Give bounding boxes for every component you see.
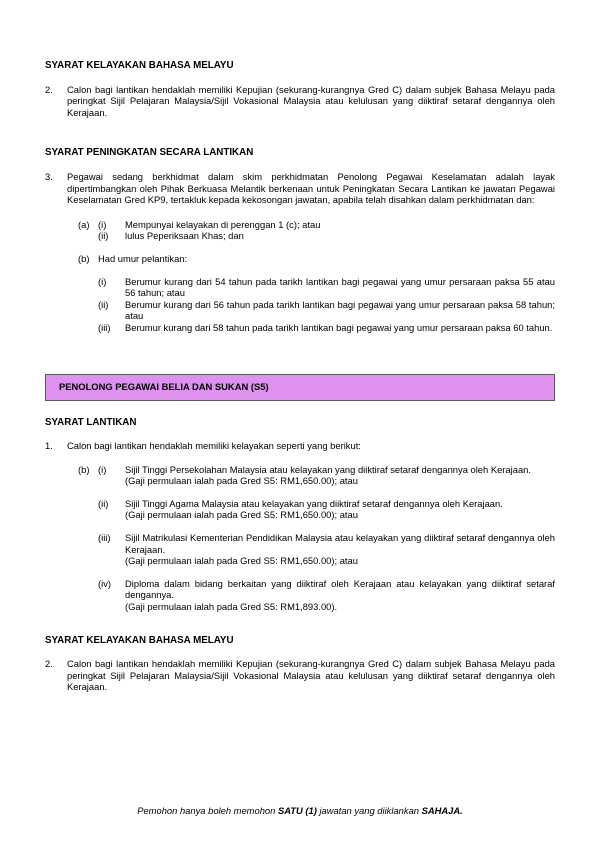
item-number: 1.	[45, 440, 53, 452]
item-text: Berumur kurang dari 54 tahun pada tarikh lantikan bagi pegawai yang umur persaraan paksa 55 atau 56 tahun; atau	[125, 275, 555, 299]
list-item	[45, 171, 555, 206]
sub-list-label: (a)	[78, 218, 90, 230]
sub-list-label: (b)	[78, 252, 90, 264]
section-heading-lantikan: SYARAT LANTIKAN	[45, 416, 137, 428]
item-number: 2.	[45, 83, 53, 95]
list-item	[98, 464, 555, 487]
sub-list-a	[78, 219, 555, 242]
list-item	[98, 532, 555, 567]
item-number: (i)	[98, 218, 107, 230]
sub-list-intro: Had umur pelantikan:	[98, 252, 188, 264]
sub-list-b-s5	[78, 464, 555, 613]
sub-list-b	[78, 253, 555, 334]
item-number: (ii)	[98, 230, 109, 242]
sub-list-label: (b)	[78, 463, 90, 475]
item-number: (i)	[98, 463, 107, 475]
item-text: Mempunyai kelayakan di perenggan 1 (c); atau	[125, 218, 321, 230]
section-heading-bahasa-melayu-2: SYARAT KELAYAKAN BAHASA MELAYU	[45, 634, 234, 646]
item-text: Sijil Matrikulasi Kementerian Pendidikan Malaysia atau kelayakan yang diiktiraf setaraf dengannya oleh Kerajaan.	[125, 532, 555, 555]
item-text: Calon bagi lantikan hendaklah memiliki Kepujian (sekurang-kurangnya Gred C) dalam subjek Bahasa Melayu pada peringkat Sijil Pelajaran Malaysia/Sijil Vokasional Malaysia atau kelulusan yang diiktiraf setaraf dengannya oleh Kerajaan.	[67, 658, 555, 693]
section-heading-peningkatan: SYARAT PENINGKATAN SECARA LANTIKAN	[45, 147, 254, 159]
list-item	[98, 230, 555, 242]
item-salary-note: (Gaji permulaan ialah pada Gred S5: RM1,893.00).	[125, 601, 338, 613]
item-text: Sijil Tinggi Agama Malaysia atau kelayakan yang diiktiraf setaraf dengannya oleh Kerajaan.	[125, 497, 503, 509]
list-item	[98, 498, 555, 521]
job-banner	[45, 374, 555, 401]
item-text: Berumur kurang dari 56 tahun pada tarikh lantikan bagi pegawai yang umur persaraan paksa 58 tahun; atau	[125, 298, 555, 322]
list-item	[45, 84, 555, 119]
item-number: (iv)	[98, 577, 112, 589]
item-salary-note: (Gaji permulaan ialah pada Gred S5: RM1,650.00); atau	[125, 555, 358, 567]
job-banner-label: PENOLONG PEGAWAI BELIA DAN SUKAN (S5)	[59, 381, 269, 393]
item-text: Diploma dalam bidang berkaitan yang diiktiraf oleh Kerajaan atau kelayakan yang diiktiraf setaraf dengannya.	[125, 577, 555, 601]
list-item	[98, 219, 555, 231]
item-text: Calon bagi lantikan hendaklah memiliki kelayakan seperti yang berikut:	[67, 440, 361, 452]
item-salary-note: (Gaji permulaan ialah pada Gred S5: RM1,650.00); atau	[125, 509, 358, 521]
item-number: (ii)	[98, 497, 109, 509]
item-text: Pegawai sedang berkhidmat dalam skim perkhidmatan Penolong Pegawai Keselamatan adalah layak dipertimbangkan oleh Pihak Berkuasa Melantik berkenaan untuk Peningkatan Secara Lantikan ke jawatan Pegawai Keselamatan Gred KP9, tertakluk kepada kekosongan jawatan, apabila telah disahkan dalam perkhidmatan dan:	[67, 170, 555, 206]
list-item	[45, 440, 555, 452]
footer-bold-sahaja: SAHAJA.	[421, 805, 463, 817]
list-item	[98, 578, 555, 613]
footer-text: jawatan yang diiklankan	[316, 805, 422, 817]
item-text: lulus Peperiksaan Khas; dan	[125, 230, 244, 242]
item-number: 3.	[45, 170, 53, 182]
item-number: (iii)	[98, 532, 111, 544]
list-item	[98, 299, 555, 322]
footer-text: Pemohon hanya boleh memohon	[137, 805, 278, 817]
item-salary-note: (Gaji permulaan ialah pada Gred S5: RM1,650.00); atau	[125, 475, 358, 487]
list-item	[45, 658, 555, 693]
item-number: (ii)	[98, 298, 109, 310]
item-number: (i)	[98, 275, 107, 287]
item-text: Calon bagi lantikan hendaklah memiliki Kepujian (sekurang-kurangnya Gred C) dalam subjek Bahasa Melayu pada peringkat Sijil Pelajaran Malaysia/Sijil Vokasional Malaysia atau kelulusan yang diiktiraf setaraf dengannya oleh Kerajaan.	[67, 83, 555, 118]
section-heading-bahasa-melayu-1: SYARAT KELAYAKAN BAHASA MELAYU	[45, 60, 234, 71]
footer-note	[0, 805, 600, 817]
footer-bold-satu: SATU (1)	[277, 805, 317, 817]
item-text: Berumur kurang dari 58 tahun pada tarikh lantikan bagi pegawai yang umur persaraan paksa 60 tahun.	[125, 321, 553, 333]
item-number: (iii)	[98, 321, 111, 333]
list-item	[98, 276, 555, 299]
item-text: Sijil Tinggi Persekolahan Malaysia atau kelayakan yang diiktiraf setaraf dengannya oleh Kerajaan.	[125, 463, 531, 475]
list-item	[98, 322, 555, 334]
item-number: 2.	[45, 658, 53, 670]
